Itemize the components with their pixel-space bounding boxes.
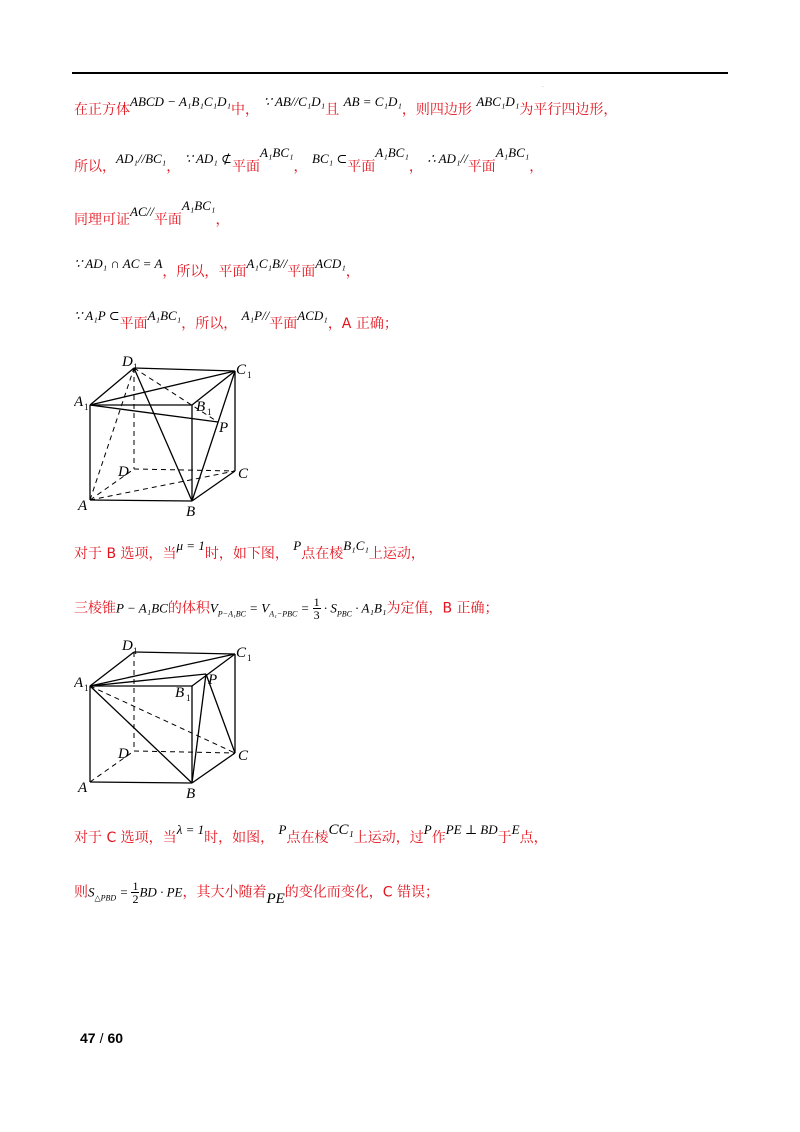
- text: 平面: [153, 212, 182, 228]
- numerator: 1: [313, 595, 320, 609]
- label-A1: A: [74, 675, 84, 691]
- text: ，: [529, 159, 544, 175]
- text: 时，如下图，: [204, 546, 289, 562]
- text: ，: [166, 159, 181, 175]
- label-B: B: [186, 786, 196, 802]
- text: 上运动，过: [353, 830, 424, 846]
- text: ，: [293, 159, 308, 175]
- fraction: [313, 596, 321, 621]
- math: CC₁: [328, 822, 354, 838]
- math-sub: A₁−PBC: [269, 609, 298, 619]
- text: 同理可证: [74, 212, 130, 228]
- line-9: [74, 880, 439, 908]
- page-number: [80, 1030, 123, 1046]
- text: 对于 B 选项，当: [74, 546, 177, 562]
- cube-figure-1: [74, 348, 274, 518]
- math: A₁C₁B//: [246, 256, 288, 271]
- label-sub: 1: [186, 693, 191, 703]
- label-C: C: [238, 748, 249, 764]
- math: ∴ AD₁//: [427, 151, 468, 166]
- text: ，: [408, 159, 423, 175]
- denominator: 3: [313, 608, 320, 622]
- line-7: [74, 596, 499, 624]
- math: ∵ A₁P ⊂: [74, 308, 120, 323]
- text: 时，如图，: [204, 830, 275, 846]
- math: λ = 1: [176, 822, 205, 837]
- label-sub: 1: [133, 646, 138, 656]
- math: P − A₁BC: [116, 600, 168, 616]
- label-sub: 1: [247, 653, 252, 663]
- label-A: A: [78, 780, 88, 796]
- label-sub: 1: [84, 402, 89, 412]
- numerator: 1: [132, 879, 139, 893]
- label-B1: B: [196, 399, 206, 415]
- math: A₁BC₁: [375, 145, 409, 160]
- text: ，A 正确；: [327, 316, 398, 332]
- math: A₁BC₁: [181, 198, 216, 213]
- cube-diagram-2: [74, 632, 274, 802]
- label-C1: C: [236, 362, 247, 378]
- label-A: A: [78, 498, 88, 514]
- math: V: [209, 600, 218, 616]
- line-4: [74, 256, 360, 282]
- label-D1: D: [122, 638, 133, 654]
- text: ，所以，平面: [162, 264, 247, 280]
- label-sub: 1: [247, 370, 252, 380]
- text: ，: [215, 212, 230, 228]
- math: S: [88, 884, 95, 900]
- math: ACD₁: [315, 256, 346, 271]
- math: ∵ AD₁ ∩ AC = A: [74, 256, 163, 271]
- denominator: 2: [132, 892, 139, 906]
- math: ACD₁: [297, 308, 328, 323]
- text: 平面: [467, 159, 496, 175]
- math: BC₁ ⊂: [312, 151, 348, 166]
- text: 则: [74, 884, 88, 901]
- line-3: [74, 198, 230, 230]
- text: 平面: [119, 316, 148, 332]
- math: E: [511, 822, 520, 837]
- math: P: [278, 822, 287, 837]
- text: ，所以，: [181, 316, 238, 332]
- header-dot: ·: [542, 84, 544, 91]
- text: ，: [345, 264, 360, 280]
- label-sub: 1: [84, 683, 89, 693]
- text: 所以，: [74, 159, 116, 175]
- label-P: P: [208, 672, 218, 688]
- label-sub: 1: [133, 362, 138, 372]
- label-D1: D: [122, 354, 133, 370]
- cube-figure-2: [74, 632, 274, 802]
- math: BD · PE: [139, 884, 183, 900]
- text: 作: [431, 830, 446, 846]
- cube-diagram-1: [74, 348, 274, 518]
- math: A₁P//: [241, 308, 270, 323]
- header-rule: [72, 72, 728, 74]
- text: 的变化而变化，C 错误；: [284, 884, 440, 901]
- label-A1: A: [74, 394, 84, 410]
- math: B₁C₁: [343, 538, 369, 553]
- text: ，其大小随着: [182, 884, 267, 901]
- text: 平面: [347, 159, 376, 175]
- text: 的体积: [167, 600, 210, 617]
- line-8: [74, 822, 548, 848]
- math-quad: ABC₁D₁: [476, 94, 520, 109]
- label-B1: B: [175, 685, 185, 701]
- math: A₁BC₁: [147, 308, 182, 323]
- text: 三棱锥: [74, 600, 116, 617]
- text: 平面: [231, 159, 260, 175]
- math: PE ⊥ BD: [445, 822, 498, 837]
- text: 为定值，B 正确；: [386, 600, 499, 617]
- current-page: 47: [80, 1030, 96, 1046]
- text: 平面: [269, 316, 298, 332]
- math: =: [116, 884, 132, 900]
- label-sub: 1: [207, 407, 212, 417]
- math-sub: PBC: [336, 609, 353, 619]
- math-cube: ABCD − A₁B₁C₁D₁: [130, 94, 231, 109]
- text: 点在棱: [301, 546, 344, 562]
- label-P: P: [219, 420, 229, 436]
- math: = V: [245, 600, 270, 616]
- math: μ = 1: [176, 538, 205, 553]
- text: 上运动，: [368, 546, 425, 562]
- math-equal: AB = C₁D₁: [343, 94, 402, 109]
- text: 点在棱: [286, 830, 329, 846]
- label-C1: C: [236, 645, 247, 661]
- text: 对于 C 选项，当: [74, 830, 177, 846]
- total-pages: 60: [107, 1030, 124, 1046]
- math-sub: △PBD: [94, 893, 117, 903]
- math: AD₁//BC₁: [116, 151, 167, 166]
- label-D: D: [118, 464, 129, 480]
- text: 点，: [519, 830, 548, 846]
- math-parallel: ∵ AB//C₁D₁: [263, 94, 326, 109]
- label-B: B: [186, 504, 196, 518]
- math: · A₁B₁: [352, 600, 387, 616]
- math-sub: P−A₁BC: [217, 609, 246, 619]
- line-5: [74, 308, 398, 334]
- line-2: [74, 145, 544, 177]
- math: ∵ AD₁ ⊄: [184, 151, 232, 166]
- label-C: C: [238, 466, 249, 482]
- label-D: D: [118, 746, 129, 762]
- text: 为平行四边形，: [519, 102, 618, 118]
- math: A₁BC₁: [495, 145, 530, 160]
- text: 在正方体: [74, 102, 130, 118]
- math: A₁BC₁: [259, 145, 294, 160]
- math: · S: [320, 600, 337, 616]
- line-1: [74, 94, 618, 120]
- math: PE: [266, 890, 285, 907]
- math: =: [297, 600, 313, 616]
- text: 于: [497, 830, 512, 846]
- math: P: [293, 538, 302, 553]
- math: AC//: [130, 204, 154, 219]
- text: 平面: [287, 264, 316, 280]
- text: ，则四边形: [401, 102, 472, 118]
- text: 且: [325, 102, 340, 118]
- math: P: [423, 822, 432, 837]
- text: 中，: [231, 102, 259, 118]
- page-separator: /: [99, 1030, 104, 1046]
- line-6: [74, 538, 425, 564]
